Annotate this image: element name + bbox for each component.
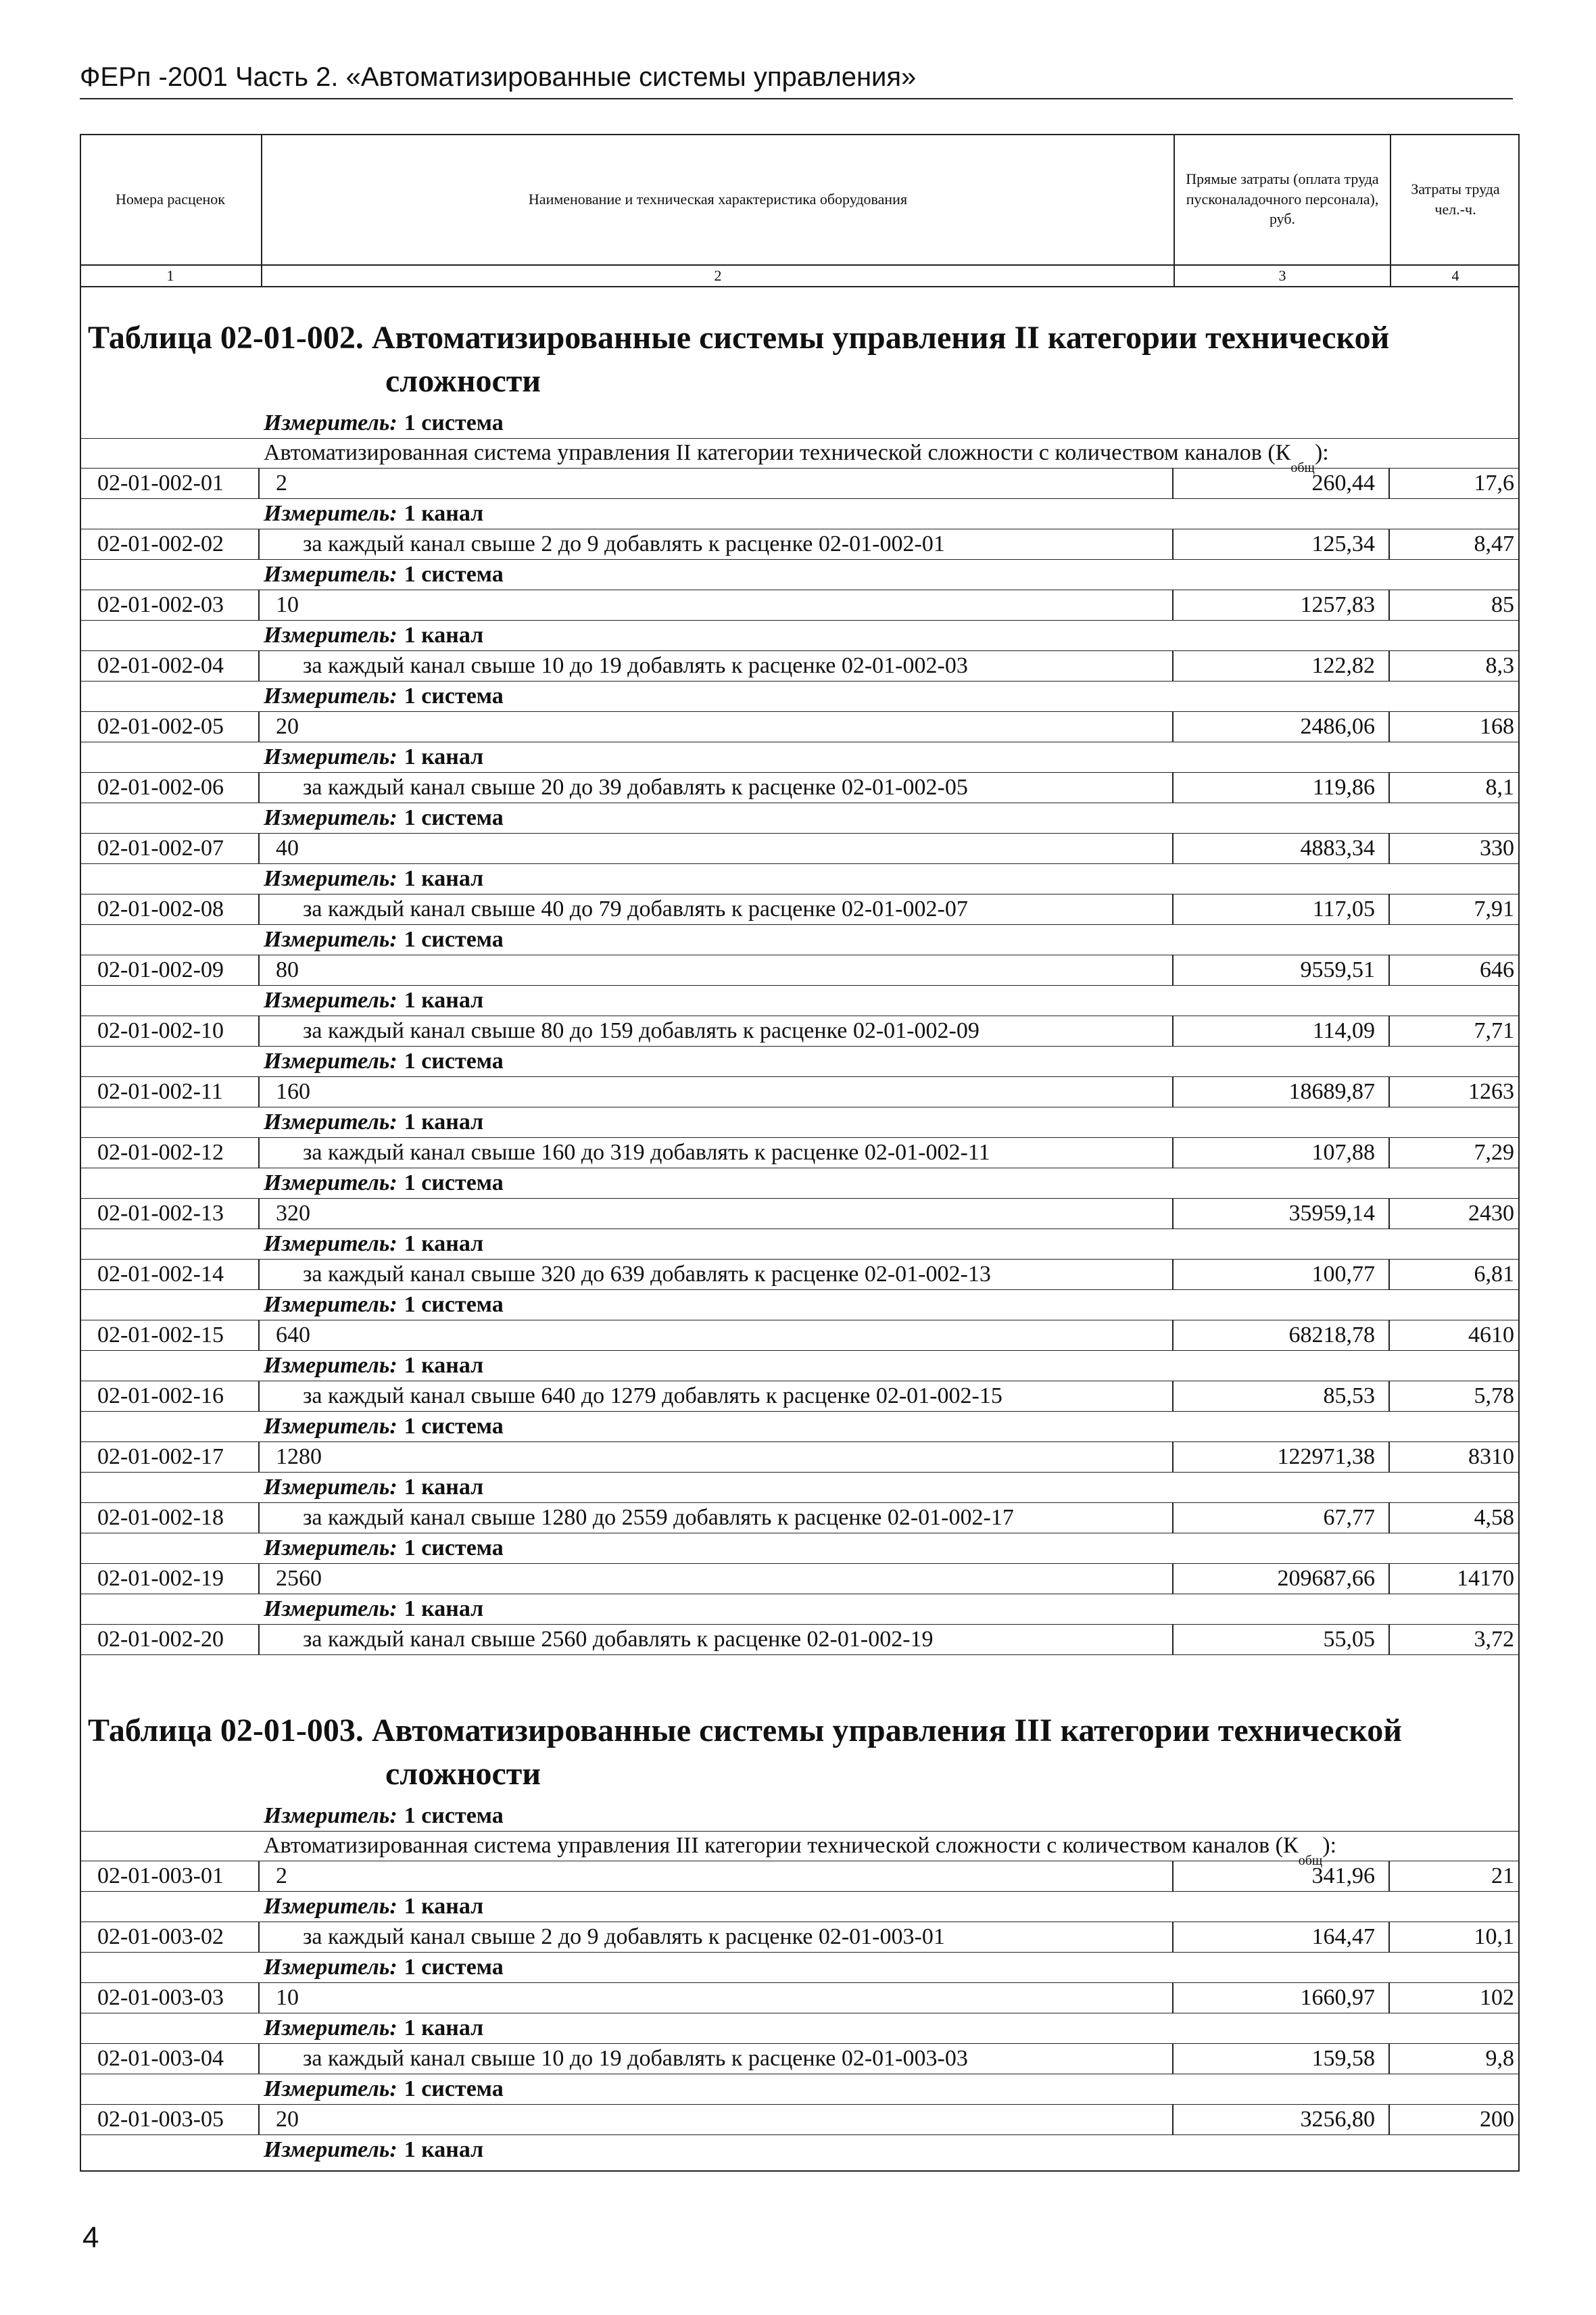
measure-label: Измеритель:: [264, 684, 397, 709]
table-row: [80, 1624, 1520, 1655]
labor-cost: 168: [1480, 714, 1514, 739]
measure-line: [80, 1290, 1520, 1320]
rate-code: 02-01-002-05: [80, 712, 260, 742]
column-header-codes: Номера расценок: [80, 134, 262, 264]
labor-cost: 646: [1480, 957, 1514, 982]
direct-cost: 119,86: [1174, 773, 1390, 803]
measure-label: Измеритель:: [264, 410, 397, 435]
labor-cost: 8,1: [1485, 775, 1514, 800]
measure-value: 1 система: [404, 1803, 504, 1828]
column-number-4: 4: [1451, 267, 1459, 284]
measure-line: [80, 1229, 1520, 1259]
measure-value: 1 канал: [404, 2137, 484, 2162]
table-row: [80, 833, 1520, 864]
table-row: [80, 711, 1520, 742]
measure-label: Измеритель:: [264, 1596, 397, 1621]
labor-cost: 8310: [1468, 1444, 1514, 1469]
table2-body: [80, 1801, 1520, 2165]
measure-value: 1 канал: [404, 1353, 484, 1378]
rate-code: 02-01-002-16: [80, 1381, 260, 1411]
measure-label: Измеритель:: [264, 2137, 397, 2162]
rate-code: 02-01-002-20: [80, 1625, 260, 1654]
labor-cost: 8,3: [1485, 653, 1514, 678]
rate-code: 02-01-002-12: [80, 1138, 260, 1168]
page-header-title: ФЕРп -2001 Часть 2. «Автоматизированные системы управления»: [80, 62, 1513, 99]
rate-code: 02-01-002-15: [80, 1320, 260, 1350]
direct-cost: 18689,87: [1174, 1077, 1390, 1107]
measure-line: [80, 1351, 1520, 1381]
rate-code: 02-01-002-02: [80, 529, 260, 559]
rate-description: за каждый канал свыше 320 до 639 добавлять к расценке 02-01-002-13: [260, 1260, 1174, 1289]
measure-label: Измеритель:: [264, 1803, 397, 1828]
measure-value: 1 канал: [404, 1475, 484, 1500]
table-intro-line: Автоматизированная система управления III категории технической сложности с количеством каналов (К общ ):: [80, 1831, 1520, 1861]
table-row: [80, 894, 1520, 925]
table-row: [80, 1502, 1520, 1533]
labor-cost: 9,8: [1485, 2046, 1514, 2071]
measure-line: [80, 560, 1520, 590]
measure-label: Измеритель:: [264, 927, 397, 952]
rate-description: за каждый канал свыше 160 до 319 добавлять к расценке 02-01-002-11: [260, 1138, 1174, 1168]
rate-code: 02-01-002-10: [80, 1016, 260, 1046]
measure-line: [80, 1801, 1520, 1831]
intro-end: ):: [1314, 440, 1329, 465]
column-header-labor: Затраты труда чел.-ч.: [1411, 180, 1500, 218]
measure-value: 1 канал: [404, 1231, 484, 1256]
measure-label: Измеритель:: [264, 1414, 397, 1439]
labor-cost: 6,81: [1474, 1262, 1514, 1287]
rate-description: 320: [260, 1199, 1174, 1228]
measure-line: [80, 1594, 1520, 1624]
labor-cost: 3,72: [1474, 1627, 1514, 1652]
table-row: [80, 2043, 1520, 2074]
measure-value: 1 система: [404, 1535, 504, 1560]
measure-line: [80, 864, 1520, 894]
table-row: [80, 468, 1520, 499]
measure-line: [80, 621, 1520, 650]
direct-cost: 67,77: [1174, 1503, 1390, 1533]
direct-cost: 260,44: [1174, 469, 1390, 498]
direct-cost: 164,47: [1174, 1922, 1390, 1952]
labor-cost: 7,29: [1474, 1140, 1514, 1165]
rate-code: 02-01-002-13: [80, 1199, 260, 1228]
rate-description: за каждый канал свыше 10 до 19 добавлять к расценке 02-01-002-03: [260, 651, 1174, 681]
measure-value: 1 канал: [404, 1596, 484, 1621]
table-row: [80, 1259, 1520, 1290]
table2-title-line2: сложности: [385, 1756, 541, 1792]
direct-cost: 341,96: [1174, 1861, 1390, 1891]
rate-description: 20: [260, 712, 1174, 742]
measure-value: 1 канал: [404, 623, 484, 648]
labor-cost: 5,78: [1474, 1383, 1514, 1408]
rate-description: за каждый канал свыше 10 до 19 добавлять к расценке 02-01-003-03: [260, 2044, 1174, 2074]
direct-cost: 2486,06: [1174, 712, 1390, 742]
direct-cost: 117,05: [1174, 894, 1390, 924]
measure-line: [80, 1892, 1520, 1922]
labor-cost: 7,71: [1474, 1018, 1514, 1043]
table-row: [80, 529, 1520, 560]
rate-description: за каждый канал свыше 2560 добавлять к расценке 02-01-002-19: [260, 1625, 1174, 1654]
intro-end: ):: [1322, 1833, 1337, 1858]
measure-line: [80, 682, 1520, 711]
measure-value: 1 система: [404, 927, 504, 952]
rate-description: 2: [260, 1861, 1174, 1891]
rate-description: за каждый канал свыше 40 до 79 добавлять к расценке 02-01-002-07: [260, 894, 1174, 924]
rate-code: 02-01-002-03: [80, 590, 260, 620]
measure-label: Измеритель:: [264, 1292, 397, 1317]
table1-title: [88, 316, 1507, 403]
intro-text: Автоматизированная система управления III категории технической сложности с количеством каналов (К: [264, 1833, 1299, 1858]
labor-cost: 10,1: [1474, 1924, 1514, 1949]
measure-line: [80, 1107, 1520, 1137]
table-row: [80, 1441, 1520, 1473]
measure-label: Измеритель:: [264, 805, 397, 830]
rate-code: 02-01-003-05: [80, 2105, 260, 2134]
measure-value: 1 система: [404, 1049, 504, 1074]
labor-cost: 8,47: [1474, 531, 1514, 556]
measure-line: [80, 1533, 1520, 1563]
measure-label: Измеритель:: [264, 1475, 397, 1500]
rate-code: 02-01-002-08: [80, 894, 260, 924]
table-row: [80, 2104, 1520, 2135]
table-row: [80, 1137, 1520, 1168]
labor-cost: 102: [1480, 1985, 1514, 2010]
labor-cost: 200: [1480, 2107, 1514, 2132]
table-row: [80, 1198, 1520, 1229]
measure-value: 1 система: [404, 562, 504, 587]
direct-cost: 209687,66: [1174, 1564, 1390, 1594]
table1-title-line1: Таблица 02-01-002. Автоматизированные системы управления II категории технической: [88, 320, 1390, 356]
direct-cost: 4883,34: [1174, 834, 1390, 863]
rate-description: за каждый канал свыше 20 до 39 добавлять к расценке 02-01-002-05: [260, 773, 1174, 803]
table-row: [80, 1982, 1520, 2013]
table-row: [80, 1922, 1520, 1953]
measure-label: Измеритель:: [264, 2076, 397, 2101]
table-row: [80, 1861, 1520, 1892]
measure-label: Измеритель:: [264, 501, 397, 526]
rate-code: 02-01-002-04: [80, 651, 260, 681]
direct-cost: 122,82: [1174, 651, 1390, 681]
measure-value: 1 канал: [404, 744, 484, 769]
direct-cost: 159,58: [1174, 2044, 1390, 2074]
direct-cost: 100,77: [1174, 1260, 1390, 1289]
measure-value: 1 канал: [404, 866, 484, 891]
measure-value: 1 канал: [404, 2015, 484, 2040]
rate-description: за каждый канал свыше 640 до 1279 добавлять к расценке 02-01-002-15: [260, 1381, 1174, 1411]
direct-cost: 85,53: [1174, 1381, 1390, 1411]
column-headers: [80, 134, 1520, 266]
measure-line: [80, 408, 1520, 438]
measure-label: Измеритель:: [264, 1894, 397, 1919]
direct-cost: 114,09: [1174, 1016, 1390, 1046]
measure-label: Измеритель:: [264, 1231, 397, 1256]
direct-cost: 1660,97: [1174, 1983, 1390, 2013]
page-number: 4: [82, 2221, 99, 2254]
measure-value: 1 система: [404, 1292, 504, 1317]
measure-label: Измеритель:: [264, 1170, 397, 1195]
table-row: [80, 1076, 1520, 1107]
labor-cost: 330: [1480, 836, 1514, 861]
column-number-3: 3: [1175, 266, 1391, 286]
measure-label: Измеритель:: [264, 623, 397, 648]
measure-value: 1 система: [404, 1955, 504, 1980]
table-row: [80, 1320, 1520, 1351]
table1-body: [80, 408, 1520, 1655]
measure-value: 1 канал: [404, 1894, 484, 1919]
direct-cost: 68218,78: [1174, 1320, 1390, 1350]
rate-code: 02-01-002-17: [80, 1442, 260, 1472]
rate-description: за каждый канал свыше 80 до 159 добавлять к расценке 02-01-002-09: [260, 1016, 1174, 1046]
rate-code: 02-01-003-03: [80, 1983, 260, 2013]
direct-cost: 125,34: [1174, 529, 1390, 559]
labor-cost: 85: [1491, 592, 1514, 617]
measure-line: [80, 1953, 1520, 1982]
table-row: [80, 955, 1520, 986]
rate-description: 640: [260, 1320, 1174, 1350]
measure-line: [80, 1473, 1520, 1502]
rate-description: за каждый канал свыше 2 до 9 добавлять к расценке 02-01-002-01: [260, 529, 1174, 559]
measure-line: [80, 2074, 1520, 2104]
direct-cost: 55,05: [1174, 1625, 1390, 1654]
rate-description: за каждый канал свыше 2 до 9 добавлять к расценке 02-01-003-01: [260, 1922, 1174, 1952]
column-numbers: [80, 266, 1520, 287]
measure-value: 1 канал: [404, 501, 484, 526]
labor-cost: 14170: [1457, 1566, 1514, 1591]
measure-label: Измеритель:: [264, 1353, 397, 1378]
measure-label: Измеритель:: [264, 866, 397, 891]
table2-title-line1: Таблица 02-01-003. Автоматизированные системы управления III категории технической: [88, 1713, 1402, 1748]
measure-line: [80, 925, 1520, 955]
rate-description: 80: [260, 955, 1174, 985]
labor-cost: 21: [1491, 1863, 1514, 1888]
rate-description: 20: [260, 2105, 1174, 2134]
measure-value: 1 канал: [404, 988, 484, 1013]
measure-line: [80, 2135, 1520, 2165]
measure-value: 1 система: [404, 410, 504, 435]
labor-cost: 2430: [1468, 1201, 1514, 1226]
rate-description: 40: [260, 834, 1174, 863]
table-intro-line: Автоматизированная система управления II категории технической сложности с количеством каналов (К общ ):: [80, 438, 1520, 468]
table-row: [80, 1381, 1520, 1412]
measure-label: Измеритель:: [264, 1109, 397, 1135]
direct-cost: 122971,38: [1174, 1442, 1390, 1472]
rate-description: 10: [260, 1983, 1174, 2013]
rate-description: 1280: [260, 1442, 1174, 1472]
rate-code: 02-01-002-07: [80, 834, 260, 863]
measure-line: [80, 803, 1520, 833]
measure-value: 1 канал: [404, 1109, 484, 1135]
table-row: [80, 1563, 1520, 1594]
measure-label: Измеритель:: [264, 744, 397, 769]
rate-description: 2: [260, 469, 1174, 498]
direct-cost: 3256,80: [1174, 2105, 1390, 2134]
measure-line: [80, 1168, 1520, 1198]
rate-code: 02-01-002-06: [80, 773, 260, 803]
measure-label: Измеритель:: [264, 988, 397, 1013]
measure-line: [80, 1047, 1520, 1076]
rate-code: 02-01-003-04: [80, 2044, 260, 2074]
measure-label: Измеритель:: [264, 1049, 397, 1074]
rate-description: 160: [260, 1077, 1174, 1107]
measure-value: 1 система: [404, 684, 504, 709]
measure-value: 1 система: [404, 1170, 504, 1195]
direct-cost: 107,88: [1174, 1138, 1390, 1168]
labor-cost: 1263: [1468, 1079, 1514, 1104]
rate-description: за каждый канал свыше 1280 до 2559 добавлять к расценке 02-01-002-17: [260, 1503, 1174, 1533]
rate-code: 02-01-002-19: [80, 1564, 260, 1594]
measure-value: 1 система: [404, 1414, 504, 1439]
labor-cost: 4610: [1468, 1322, 1514, 1347]
rate-description: 10: [260, 590, 1174, 620]
measure-label: Измеритель:: [264, 562, 397, 587]
rate-code: 02-01-002-14: [80, 1260, 260, 1289]
rate-code: 02-01-002-18: [80, 1503, 260, 1533]
rate-description: 2560: [260, 1564, 1174, 1594]
measure-line: [80, 986, 1520, 1016]
table1-title-line2: сложности: [385, 363, 541, 399]
labor-cost: 4,58: [1474, 1505, 1514, 1530]
labor-cost: 7,91: [1474, 897, 1514, 922]
direct-cost: 35959,14: [1174, 1199, 1390, 1228]
measure-line: [80, 2013, 1520, 2043]
intro-text: Автоматизированная система управления II категории технической сложности с количеством каналов (К: [264, 440, 1291, 465]
direct-cost: 9559,51: [1174, 955, 1390, 985]
column-number-1: 1: [80, 266, 262, 286]
direct-cost: 1257,83: [1174, 590, 1390, 620]
measure-line: [80, 1412, 1520, 1441]
measure-label: Измеритель:: [264, 1535, 397, 1560]
rate-code: 02-01-002-09: [80, 955, 260, 985]
rate-code: 02-01-002-11: [80, 1077, 260, 1107]
measure-line: [80, 499, 1520, 529]
table-row: [80, 590, 1520, 621]
measure-value: 1 система: [404, 805, 504, 830]
column-header-direct-costs: Прямые затраты (оплата труда пусконаладочного персонала), руб.: [1175, 134, 1391, 264]
table-row: [80, 772, 1520, 803]
measure-line: [80, 742, 1520, 772]
table-row: [80, 1016, 1520, 1047]
rate-code: 02-01-003-02: [80, 1922, 260, 1952]
column-number-2: 2: [262, 266, 1175, 286]
measure-label: Измеритель:: [264, 1955, 397, 1980]
rate-code: 02-01-002-01: [80, 469, 260, 498]
measure-value: 1 система: [404, 2076, 504, 2101]
table2-title: [88, 1709, 1507, 1796]
labor-cost: 17,6: [1474, 471, 1514, 496]
rate-code: 02-01-003-01: [80, 1861, 260, 1891]
column-header-name: Наименование и техническая характеристика оборудования: [262, 134, 1175, 264]
measure-label: Измеритель:: [264, 2015, 397, 2040]
table-row: [80, 650, 1520, 682]
